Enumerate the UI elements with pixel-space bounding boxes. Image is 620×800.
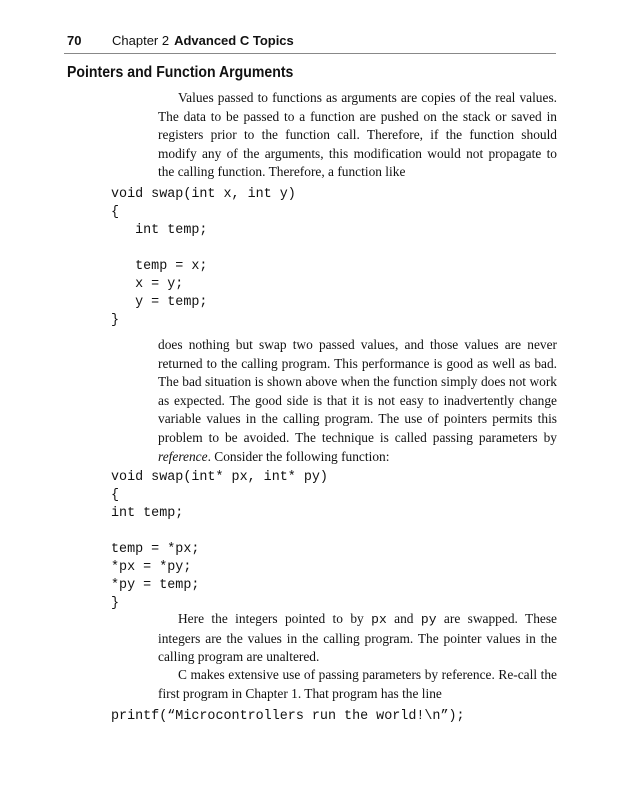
section-title: Pointers and Function Arguments [67, 64, 294, 81]
paragraph-intro: Values passed to functions as arguments are copies of the real values. The data to be passed to a function are pushed on the stack or saved in registers prior to the function call. Therefore, if the function should modify any of the arguments, this modification would not propagate to the calling function. Therefore, a function like [158, 90, 557, 180]
code-line: { [111, 205, 120, 220]
code-line: *py = temp; [111, 578, 200, 593]
emphasis-reference: reference [158, 448, 208, 464]
text-run: Here the integers pointed to by [178, 611, 372, 626]
paragraph-pointer-result [158, 610, 557, 667]
code-line: { [111, 488, 120, 503]
paragraph-explanation [158, 336, 557, 466]
running-header [67, 33, 555, 48]
code-line: x = y; [111, 277, 184, 292]
code-line: temp = x; [111, 259, 208, 274]
code-line: y = temp; [111, 295, 208, 310]
page-number: 70 [67, 33, 82, 48]
code-line: int temp; [111, 506, 184, 521]
chapter-title: Advanced C Topics [174, 33, 294, 48]
code-line: void swap(int x, int y) [111, 187, 296, 202]
text-run: does nothing but swap two passed values, and those values are never returned to the calling program. This performance is good as well as bad. The bad situation is shown above when the function simply does not work as expected. The good side is that it is not easy to inadvertently change variable values in the calling program. The use of pointers permits this problem to be avoided. The technique is called passing parameters by [158, 337, 557, 445]
code-line: } [111, 313, 120, 328]
code-line: } [111, 596, 120, 611]
code-block-swap-values [111, 186, 296, 330]
text-run: are swapped. These integers are the values in the calling program. The pointer values in the calling program are unaltered. [158, 611, 557, 665]
inline-code-py: py [420, 612, 437, 627]
inline-code-px: px [371, 612, 387, 627]
chapter-label: Chapter 2 [112, 33, 170, 48]
text-run: . Consider the following function: [207, 448, 390, 464]
code-line: temp = *px; [111, 542, 200, 557]
code-line: *px = *py; [111, 560, 192, 575]
paragraph-reference-usage: C makes extensive use of passing parameters by reference. Re-call the first program in Chapter 1. That program has the line [158, 667, 557, 701]
code-line: void swap(int* px, int* py) [111, 470, 328, 485]
code-line: int temp; [111, 223, 208, 238]
code-block-swap-pointers [111, 469, 328, 613]
code-line-printf: printf(“Microcontrollers run the world!\n”); [111, 709, 465, 724]
text-run: and [386, 611, 421, 626]
header-rule [64, 53, 556, 54]
